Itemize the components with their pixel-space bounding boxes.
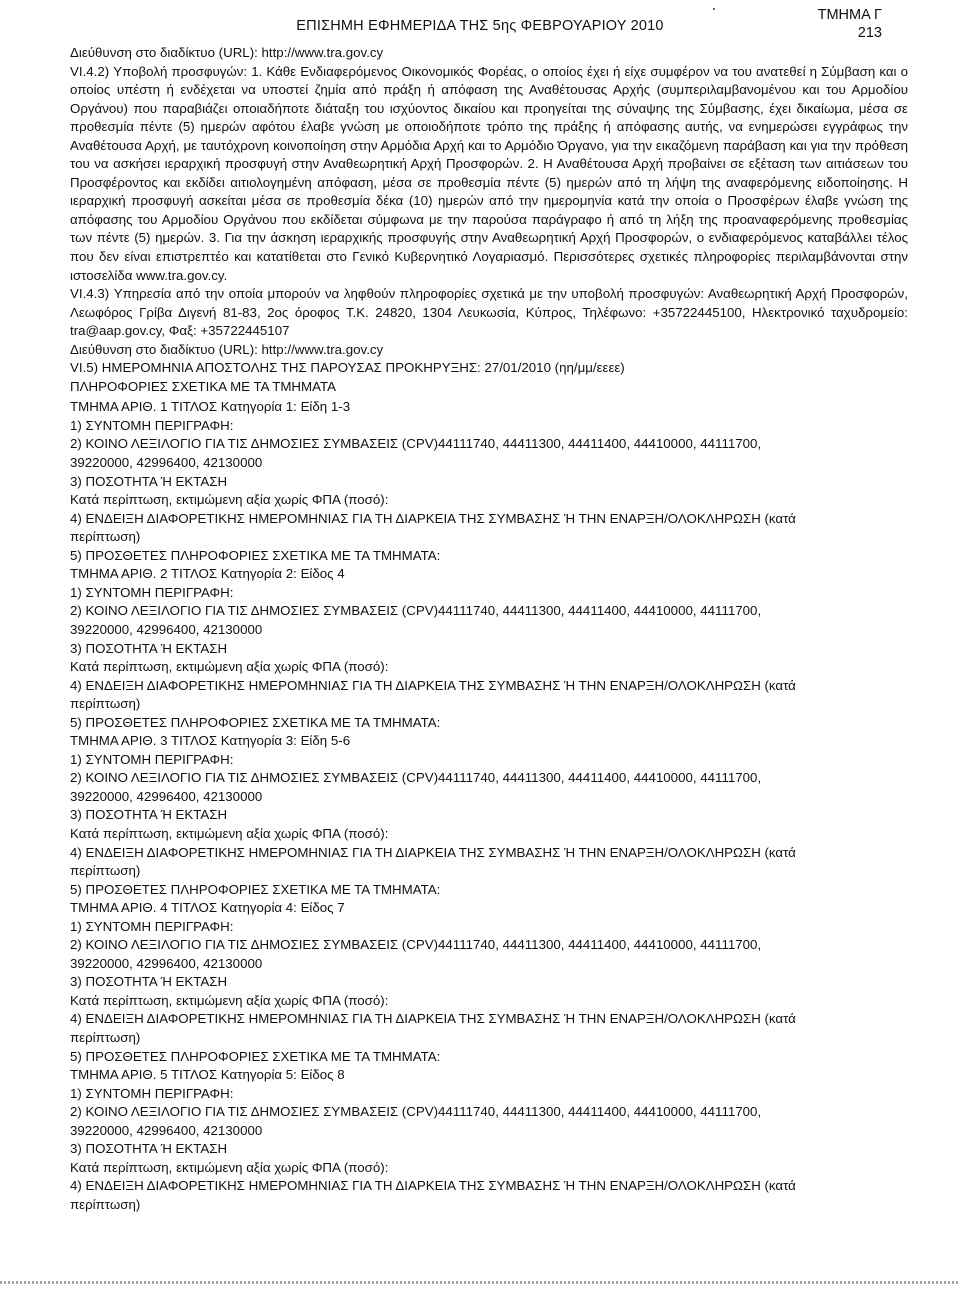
lot-additional-info: 5) ΠΡΟΣΘΕΤΕΣ ΠΛΗΡΟΦΟΡΙΕΣ ΣΧΕΤΙΚΑ ΜΕ ΤΑ ΤΜΗΜΑΤΑ: [70,1048,441,1064]
lot-quantity: 3) ΠΟΣΟΤΗΤΑ Ή ΕΚΤΑΣΗ [70,974,228,990]
lot-block [70,899,908,1066]
lot-block [70,398,908,565]
lot-short-description: 1) ΣΥΝΤΟΜΗ ΠΕΡΙΓΡΑΦΗ: [70,751,234,767]
lot-short-description: 1) ΣΥΝΤΟΜΗ ΠΕΡΙΓΡΑΦΗ: [70,918,234,934]
lot-estimated-value: Κατά περίπτωση, εκτιμώμενη αξία χωρίς ΦΠΑ (ποσό): [70,992,389,1008]
lot-short-description: 1) ΣΥΝΤΟΜΗ ΠΕΡΙΓΡΑΦΗ: [70,417,234,433]
lot-title: ΤΜΗΜΑ ΑΡΙΘ. 5 ΤΙΤΛΟΣ Κατηγορία 5: Είδος 8 [70,1067,345,1083]
lot-title: ΤΜΗΜΑ ΑΡΙΘ. 4 ΤΙΤΛΟΣ Κατηγορία 4: Είδος 7 [70,900,345,916]
paragraph-vi-4-3: VI.4.3) Υπηρεσία από την οποία μπορούν να ληφθούν πληροφορίες σχετικά με την υποβολή προσφυγών: Αναθεωρητική Αρχή Προσφορών, Λεωφόρος Γρίβα Διγενή 81-83, 2ος όροφος Τ.Κ. 24820, 1304 Λευκωσία, Κύπρος, Τηλέφωνο: +35722445100, Ηλεκτρονικό ταχυδρομείο: tra@aap.gov.cy, Φαξ: +35722445107 [70,286,908,339]
paragraph-vi-4-2: VI.4.2) Υποβολή προσφυγών: 1. Κάθε Ενδιαφερόμενος Οικονομικός Φορέας, ο οποίος έχει ή είχε συμφέρον να του ανατεθεί η Σύμβαση και ο οποίος υπέστη ή ενδέχεται να υποστεί ζημία από πράξη ή απόφαση της Αναθέτουσας Αρχής (συμπεριλαμβανομένου και του Αρμοδίου Οργάνου) που παραβιάζει οποιαδήποτε διάταξη του ισχύοντος δικαίου και προηγείται της σύναψης της Σύμβασης, έχει δικαίωμα, μέσα σε προθεσμία πέντε (5) ημερών αφότου έλαβε γνώση με οποιοδήποτε τρόπο της πράξης ή απόφασης αυτής, να ενημερώσει εγγράφως την Αναθέτουσα Αρχή, με ταυτόχρονη κοινοποίηση στην Αρμόδια Αρχή και το Αρμόδιο Όργανο, για την εικαζόμενη παράβαση και για την πρόθεση του να ασκήσει ιεραρχική προσφυγή στην Αναθεωρητική Αρχή Προσφορών. 2. Η Αναθέτουσα Αρχή προβαίνει σε εξέταση των αιτιάσεων του Προσφέροντος και εκδίδει αιτιολογημένη απόφαση, μέσα σε προθεσμία πέντε (5) ημερών από τη λήψη της αναφερόμενης ειδοποίησης. Η ιεραρχική προσφυγή ασκείται μέσα σε προθεσμία δέκα (10) ημερών από την ημερομηνία κατά την οποία ο Προσφέρων έλαβε γνώση της απόφασης του Αρμοδίου Οργάνου που εκδίδεται σύμφωνα με την παρούσα παράγραφο ή από τη λήξη της προαναφερόμενης προθεσμίας των πέντε (5) ημερών. 3. Για την άσκηση ιεραρχικής προσφυγής στην Αναθεωρητική Αρχή Προσφορών, ο ενδιαφερόμενος καταβάλλει τέλος που δεν είναι επιστρεπτέο και κατατίθεται στο Γενικό Κυβερνητικό Λογαριασμό. Περισσότερες σχετικές πληροφορίες περιλαμβάνονται στην ιστοσελίδα www.tra.gov.cy. [70,63,908,283]
lot-duration: 4) ΕΝΔΕΙΞΗ ΔΙΑΦΟΡΕΤΙΚΗΣ ΗΜΕΡΟΜΗΝΙΑΣ ΓΙΑ ΤΗ ΔΙΑΡΚΕΙΑ ΤΗΣ ΣΥΜΒΑΣΗΣ Ή ΤΗΝ ΕΝΑΡΞΗ/ΟΛΟΚΛΗΡΩΣΗ (κατά [70,1011,796,1027]
lot-duration-continued: περίπτωση) [70,1196,141,1212]
lot-title: ΤΜΗΜΑ ΑΡΙΘ. 1 ΤΙΤΛΟΣ Κατηγορία 1: Είδη 1-3 [70,399,351,415]
lot-block [70,732,908,899]
lot-duration: 4) ΕΝΔΕΙΞΗ ΔΙΑΦΟΡΕΤΙΚΗΣ ΗΜΕΡΟΜΗΝΙΑΣ ΓΙΑ ΤΗ ΔΙΑΡΚΕΙΑ ΤΗΣ ΣΥΜΒΑΣΗΣ Ή ΤΗΝ ΕΝΑΡΞΗ/ΟΛΟΚΛΗΡΩΣΗ (κατά [70,844,796,860]
lot-cpv: 2) ΚΟΙΝΟ ΛΕΞΙΛΟΓΙΟ ΓΙΑ ΤΙΣ ΔΗΜΟΣΙΕΣ ΣΥΜΒΑΣΕΙΣ (CPV)44111740, 44411300, 44411400, 44410000, 44111700, [70,603,762,619]
lot-block [70,565,908,732]
page-number: 213 [857,25,882,41]
lot-additional-info: 5) ΠΡΟΣΘΕΤΕΣ ΠΛΗΡΟΦΟΡΙΕΣ ΣΧΕΤΙΚΑ ΜΕ ΤΑ ΤΜΗΜΑΤΑ: [70,881,441,897]
address-url-line: Διεύθυνση στο διαδίκτυο (URL): http://www.tra.gov.cy [70,45,384,60]
lots-list [70,398,908,1214]
lots-heading: ΠΛΗΡΟΦΟΡΙΕΣ ΣΧΕΤΙΚΑ ΜΕ ΤΑ ΤΜΗΜΑΤΑ [70,378,336,394]
lot-additional-info: 5) ΠΡΟΣΘΕΤΕΣ ΠΛΗΡΟΦΟΡΙΕΣ ΣΧΕΤΙΚΑ ΜΕ ΤΑ ΤΜΗΜΑΤΑ: [70,547,441,563]
paragraph-vi-5: VI.5) ΗΜΕΡΟΜΗΝΙΑ ΑΠΟΣΤΟΛΗΣ ΤΗΣ ΠΑΡΟΥΣΑΣ ΠΡΟΚΗΡΥΞΗΣ: 27/01/2010 (ηη/μμ/εεεε) [70,360,625,376]
lot-cpv-continued: 39220000, 42996400, 42130000 [70,455,263,471]
lot-duration: 4) ΕΝΔΕΙΞΗ ΔΙΑΦΟΡΕΤΙΚΗΣ ΗΜΕΡΟΜΗΝΙΑΣ ΓΙΑ ΤΗ ΔΙΑΡΚΕΙΑ ΤΗΣ ΣΥΜΒΑΣΗΣ Ή ΤΗΝ ΕΝΑΡΞΗ/ΟΛΟΚΛΗΡΩΣΗ (κατά [70,510,796,526]
lot-quantity: 3) ΠΟΣΟΤΗΤΑ Ή ΕΚΤΑΣΗ [70,1141,228,1157]
lot-title: ΤΜΗΜΑ ΑΡΙΘ. 2 ΤΙΤΛΟΣ Κατηγορία 2: Είδος 4 [70,566,345,582]
gazette-title: ΕΠΙΣΗΜΗ ΕΦΗΜΕΡΙΔΑ ΤΗΣ 5ης ΦΕΒΡΟΥΑΡΙΟΥ 2010 [296,18,664,34]
lot-title: ΤΜΗΜΑ ΑΡΙΘ. 3 ΤΙΤΛΟΣ Κατηγορία 3: Είδη 5-6 [70,733,351,749]
lot-cpv-continued: 39220000, 42996400, 42130000 [70,788,263,804]
lot-estimated-value: Κατά περίπτωση, εκτιμώμενη αξία χωρίς ΦΠΑ (ποσό): [70,1159,389,1175]
lot-quantity: 3) ΠΟΣΟΤΗΤΑ Ή ΕΚΤΑΣΗ [70,473,228,489]
lot-duration-continued: περίπτωση) [70,529,141,545]
lot-estimated-value: Κατά περίπτωση, εκτιμώμενη αξία χωρίς ΦΠΑ (ποσό): [70,659,389,675]
lot-cpv: 2) ΚΟΙΝΟ ΛΕΞΙΛΟΓΙΟ ΓΙΑ ΤΙΣ ΔΗΜΟΣΙΕΣ ΣΥΜΒΑΣΕΙΣ (CPV)44111740, 44411300, 44411400, 44410000, 44111700, [70,436,762,452]
page-header-right [818,6,882,42]
lot-block [70,1066,908,1214]
document-body [70,44,908,1214]
lot-cpv-continued: 39220000, 42996400, 42130000 [70,955,263,971]
lot-short-description: 1) ΣΥΝΤΟΜΗ ΠΕΡΙΓΡΑΦΗ: [70,584,234,600]
lot-duration-continued: περίπτωση) [70,696,141,712]
lot-duration-continued: περίπτωση) [70,1029,141,1045]
lot-duration: 4) ΕΝΔΕΙΞΗ ΔΙΑΦΟΡΕΤΙΚΗΣ ΗΜΕΡΟΜΗΝΙΑΣ ΓΙΑ ΤΗ ΔΙΑΡΚΕΙΑ ΤΗΣ ΣΥΜΒΑΣΗΣ Ή ΤΗΝ ΕΝΑΡΞΗ/ΟΛΟΚΛΗΡΩΣΗ (κατά [70,677,796,693]
lot-short-description: 1) ΣΥΝΤΟΜΗ ΠΕΡΙΓΡΑΦΗ: [70,1085,234,1101]
address-url-line-2: Διεύθυνση στο διαδίκτυο (URL): http://www.tra.gov.cy [70,341,384,357]
lot-estimated-value: Κατά περίπτωση, εκτιμώμενη αξία χωρίς ΦΠΑ (ποσό): [70,492,389,508]
lot-cpv: 2) ΚΟΙΝΟ ΛΕΞΙΛΟΓΙΟ ΓΙΑ ΤΙΣ ΔΗΜΟΣΙΕΣ ΣΥΜΒΑΣΕΙΣ (CPV)44111740, 44411300, 44411400, 44410000, 44111700, [70,937,762,953]
lot-cpv: 2) ΚΟΙΝΟ ΛΕΞΙΛΟΓΙΟ ΓΙΑ ΤΙΣ ΔΗΜΟΣΙΕΣ ΣΥΜΒΑΣΕΙΣ (CPV)44111740, 44411300, 44411400, 44410000, 44111700, [70,770,762,786]
lot-cpv: 2) ΚΟΙΝΟ ΛΕΞΙΛΟΓΙΟ ΓΙΑ ΤΙΣ ΔΗΜΟΣΙΕΣ ΣΥΜΒΑΣΕΙΣ (CPV)44111740, 44411300, 44411400, 44410000, 44111700, [70,1104,762,1120]
lot-additional-info: 5) ΠΡΟΣΘΕΤΕΣ ΠΛΗΡΟΦΟΡΙΕΣ ΣΧΕΤΙΚΑ ΜΕ ΤΑ ΤΜΗΜΑΤΑ: [70,714,441,730]
lot-cpv-continued: 39220000, 42996400, 42130000 [70,621,263,637]
lot-quantity: 3) ΠΟΣΟΤΗΤΑ Ή ΕΚΤΑΣΗ [70,807,228,823]
scan-speck [713,8,715,10]
section-label: ΤΜΗΜΑ Γ [817,7,882,23]
lot-quantity: 3) ΠΟΣΟΤΗΤΑ Ή ΕΚΤΑΣΗ [70,640,228,656]
scan-edge-rule [0,1281,960,1284]
lot-cpv-continued: 39220000, 42996400, 42130000 [70,1122,263,1138]
lot-estimated-value: Κατά περίπτωση, εκτιμώμενη αξία χωρίς ΦΠΑ (ποσό): [70,825,389,841]
lot-duration-continued: περίπτωση) [70,863,141,879]
lot-duration: 4) ΕΝΔΕΙΞΗ ΔΙΑΦΟΡΕΤΙΚΗΣ ΗΜΕΡΟΜΗΝΙΑΣ ΓΙΑ ΤΗ ΔΙΑΡΚΕΙΑ ΤΗΣ ΣΥΜΒΑΣΗΣ Ή ΤΗΝ ΕΝΑΡΞΗ/ΟΛΟΚΛΗΡΩΣΗ (κατά [70,1178,796,1194]
